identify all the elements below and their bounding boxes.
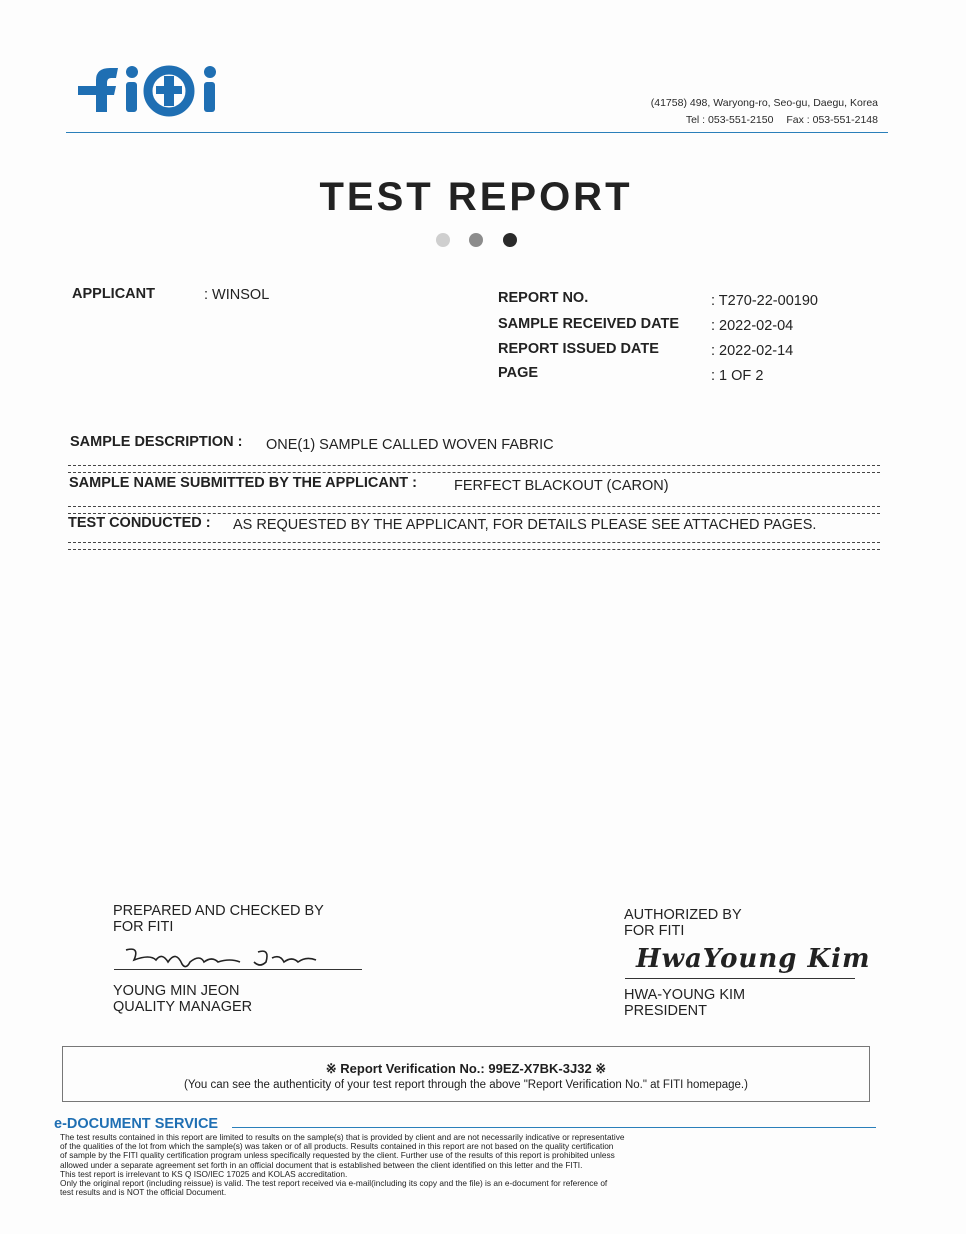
prepared-position: QUALITY MANAGER <box>113 999 253 1015</box>
prepared-signature <box>120 940 330 972</box>
company-address <box>651 95 878 129</box>
report-no-value: : T270-22-00190 <box>711 293 818 309</box>
disclaimer-line: of the qualities of the lot from which the sample(s) was taken or of all products. Results contained in this report are not based on the quality certification <box>60 1141 614 1152</box>
sample-description-label: SAMPLE DESCRIPTION : <box>70 434 243 450</box>
authorized-name-block <box>624 987 745 1019</box>
received-date-value: : 2022-02-04 <box>711 318 794 334</box>
applicant-label: APPLICANT <box>72 286 155 302</box>
page-value: : 1 OF 2 <box>711 368 764 384</box>
sample-description-value: ONE(1) SAMPLE CALLED WOVEN FABRIC <box>266 437 554 453</box>
separator <box>68 506 880 514</box>
applicant-value: : WINSOL <box>204 287 270 303</box>
title-dots <box>436 233 526 249</box>
authorized-by-block <box>624 907 742 939</box>
header-divider <box>66 132 888 133</box>
verification-number: ※ Report Verification No.: 99EZ-X7BK-3J32 ※ <box>325 1061 607 1076</box>
disclaimer-line: Only the original report (including reissue) is valid. The test report received via e-mail(including its copy and the file) is an e-document for reference of <box>60 1178 608 1189</box>
disclaimer-line: This test report is irrelevant to KS Q ISO/IEC 17025 and KOLAS accreditation. <box>60 1168 348 1179</box>
prepared-name: YOUNG MIN JEON <box>113 983 240 999</box>
separator <box>68 542 880 550</box>
authorized-by-title: AUTHORIZED BY <box>624 907 742 923</box>
report-title: TEST REPORT <box>319 175 633 219</box>
authorized-name: HWA-YOUNG KIM <box>624 987 746 1003</box>
separator <box>68 465 880 473</box>
edocument-title: e-DOCUMENT SERVICE <box>54 1116 219 1132</box>
authorized-for: FOR FITI <box>624 923 685 939</box>
verification-box <box>62 1046 870 1102</box>
prepared-name-block <box>113 983 252 1015</box>
test-conducted-value: AS REQUESTED BY THE APPLICANT, FOR DETAILS PLEASE SEE ATTACHED PAGES. <box>233 517 817 533</box>
sample-name-label: SAMPLE NAME SUBMITTED BY THE APPLICANT : <box>69 475 418 491</box>
test-conducted-label: TEST CONDUCTED : <box>68 515 211 531</box>
address-line: (41758) 498, Waryong-ro, Seo-gu, Daegu, Korea <box>650 97 878 109</box>
fax-number: Fax : 053-551-2148 <box>786 114 878 126</box>
disclaimer-line: test results and is NOT the official Document. <box>60 1187 227 1198</box>
sample-name-value: FERFECT BLACKOUT (CARON) <box>454 478 669 494</box>
signature-line <box>114 969 362 970</box>
authorized-position: PRESIDENT <box>624 1003 707 1019</box>
received-date-label: SAMPLE RECEIVED DATE <box>498 316 680 332</box>
dot-mid <box>469 233 483 247</box>
tel-number: Tel : 053-551-2150 <box>685 114 774 126</box>
disclaimer-line: allowed under a separate agreement set forth in an official document that is established between the client identified on this letter and the FITI. <box>60 1159 583 1170</box>
report-no-label: REPORT NO. <box>498 290 589 306</box>
disclaimer-line: The test results contained in this report are limited to results on the sample(s) that is provided by client and are not necessarily indicative or representative <box>60 1132 625 1142</box>
prepared-by-block <box>113 903 324 935</box>
fiti-logo <box>74 58 224 120</box>
dot-light <box>436 233 450 247</box>
disclaimer-line: of sample by the FITI quality certification program unless specifically requested by the client. Further use of the results of this report is prohibited unless <box>60 1150 615 1161</box>
page-label: PAGE <box>498 365 539 381</box>
disclaimer <box>60 1133 720 1197</box>
prepared-for: FOR FITI <box>113 919 174 935</box>
authorized-signature: HwaYoung Kim <box>636 944 871 974</box>
signature-line <box>625 978 855 979</box>
dot-dark <box>503 233 517 247</box>
issued-date-label: REPORT ISSUED DATE <box>498 341 659 357</box>
edocument-divider <box>232 1127 876 1128</box>
verification-note: (You can see the authenticity of your test report through the above "Report Verification No." at FITI homepage.) <box>184 1079 748 1091</box>
issued-date-value: : 2022-02-14 <box>711 343 794 359</box>
prepared-by-title: PREPARED AND CHECKED BY <box>113 903 324 919</box>
